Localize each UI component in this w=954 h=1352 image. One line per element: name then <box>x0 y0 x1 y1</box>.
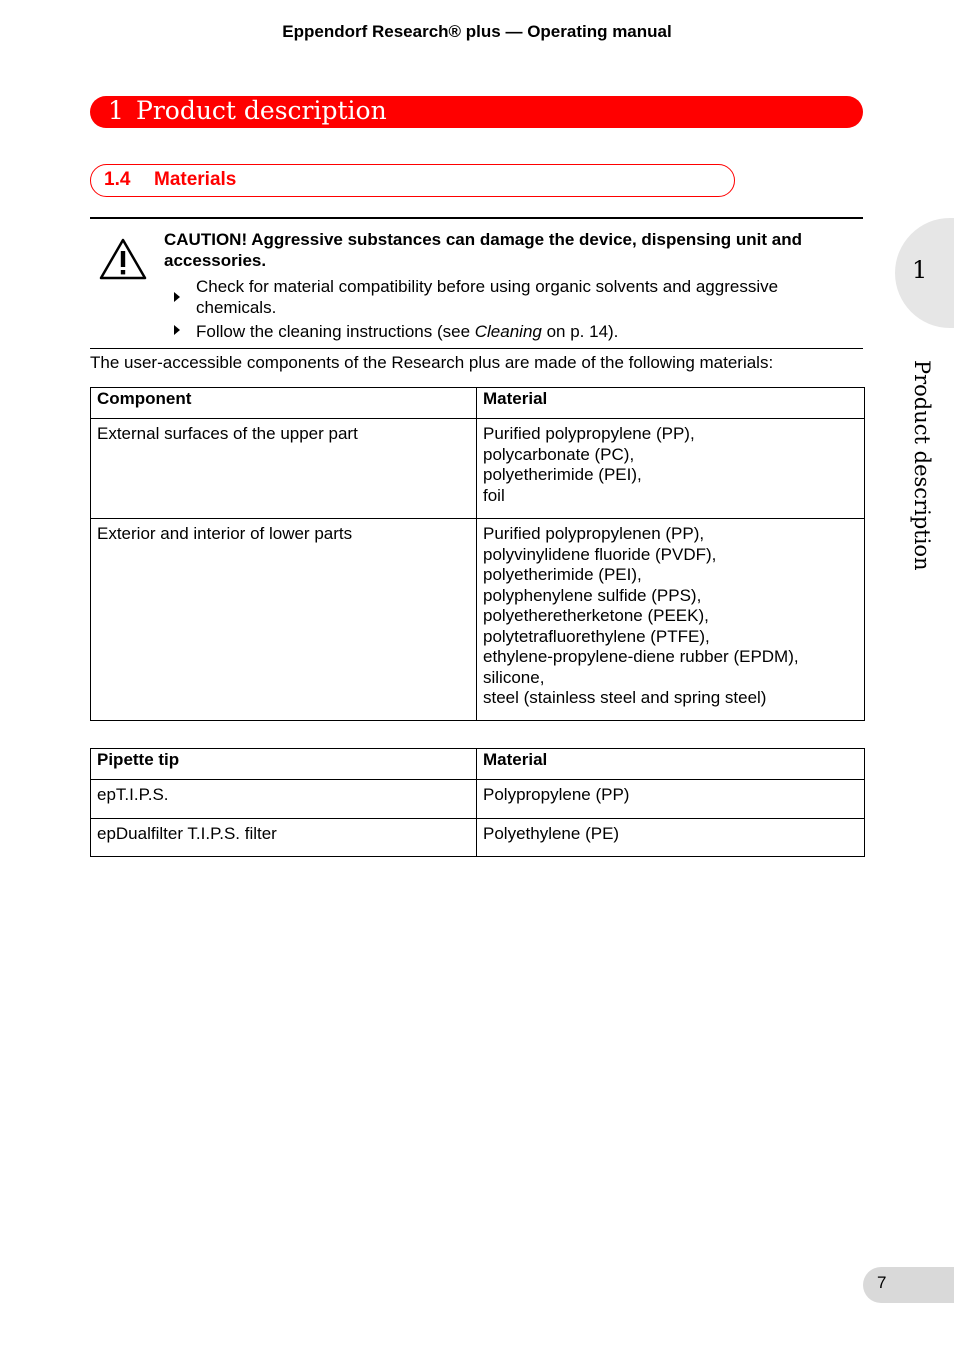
caution-title: CAUTION! Aggressive substances can damage the device, dispensing unit and accessories. <box>164 230 802 270</box>
components-table <box>90 387 865 721</box>
section-heading <box>90 164 735 197</box>
material-line: polytetrafluorethylene (PTFE), <box>483 626 710 646</box>
table-header-row <box>91 388 865 419</box>
material-cell: Polypropylene (PP) <box>477 780 865 819</box>
table-row <box>91 780 865 819</box>
column-header: Material <box>477 749 865 780</box>
component-cell: External surfaces of the upper part <box>91 419 477 519</box>
caution-item <box>196 321 856 342</box>
caution-item-text: on p. 14). <box>541 322 619 341</box>
table-row <box>91 519 865 721</box>
bullet-arrow-icon <box>172 324 182 336</box>
material-cell: Polyethylene (PE) <box>477 819 865 857</box>
chapter-number: 1 <box>108 96 124 125</box>
bullet-arrow-icon <box>172 291 182 303</box>
material-line: Purified polypropylenen (PP), <box>483 524 705 543</box>
material-line: ethylene-propylene-diene rubber (EPDM), <box>483 647 799 666</box>
page-number: 7 <box>877 1273 887 1292</box>
table-row <box>91 419 865 519</box>
chapter-title: Product description <box>136 96 387 125</box>
material-line: steel (stainless steel and spring steel) <box>483 688 767 707</box>
column-header: Material <box>477 388 865 419</box>
material-cell <box>477 419 865 519</box>
material-line: silicone, <box>483 667 545 687</box>
section-number: 1.4 <box>104 169 131 190</box>
material-line: polyphenylene sulfide (PPS), <box>483 585 702 605</box>
caution-item: Check for material compatibility before using organic solvents and aggressive chemicals. <box>196 277 779 317</box>
material-line: foil <box>483 485 505 505</box>
pipette-tips-table <box>90 748 865 857</box>
tip-cell: epDualfilter T.I.P.S. filter <box>91 819 477 857</box>
intro-paragraph: The user-accessible components of the Research plus are made of the following materials: <box>90 353 774 372</box>
running-header: Eppendorf Research® plus — Operating manual <box>282 22 672 41</box>
warning-triangle-icon <box>99 238 147 280</box>
caution-box <box>90 217 863 349</box>
material-line: polyetherimide (PEI), <box>483 565 642 584</box>
column-header: Component <box>91 388 477 419</box>
material-cell <box>477 519 865 721</box>
material-line: polyvinylidene fluoride (PVDF), <box>483 544 717 564</box>
material-line: polycarbonate (PC), <box>483 444 635 464</box>
tip-cell: epT.I.P.S. <box>91 780 477 819</box>
component-cell: Exterior and interior of lower parts <box>91 519 477 721</box>
section-title: Materials <box>154 169 237 190</box>
column-header: Pipette tip <box>91 749 477 780</box>
table-header-row <box>91 749 865 780</box>
caution-item-text: Follow the cleaning instructions (see <box>196 322 475 341</box>
material-line: polyetheretherketone (PEEK), <box>483 606 709 625</box>
table-row <box>91 819 865 857</box>
side-tab-number: 1 <box>912 256 928 284</box>
material-line: Purified polypropylene (PP), <box>483 424 695 443</box>
material-line: polyetherimide (PEI), <box>483 465 642 484</box>
side-tab-label: Product description <box>910 360 934 571</box>
chapter-heading <box>90 96 863 128</box>
cross-reference: Cleaning <box>474 322 542 341</box>
